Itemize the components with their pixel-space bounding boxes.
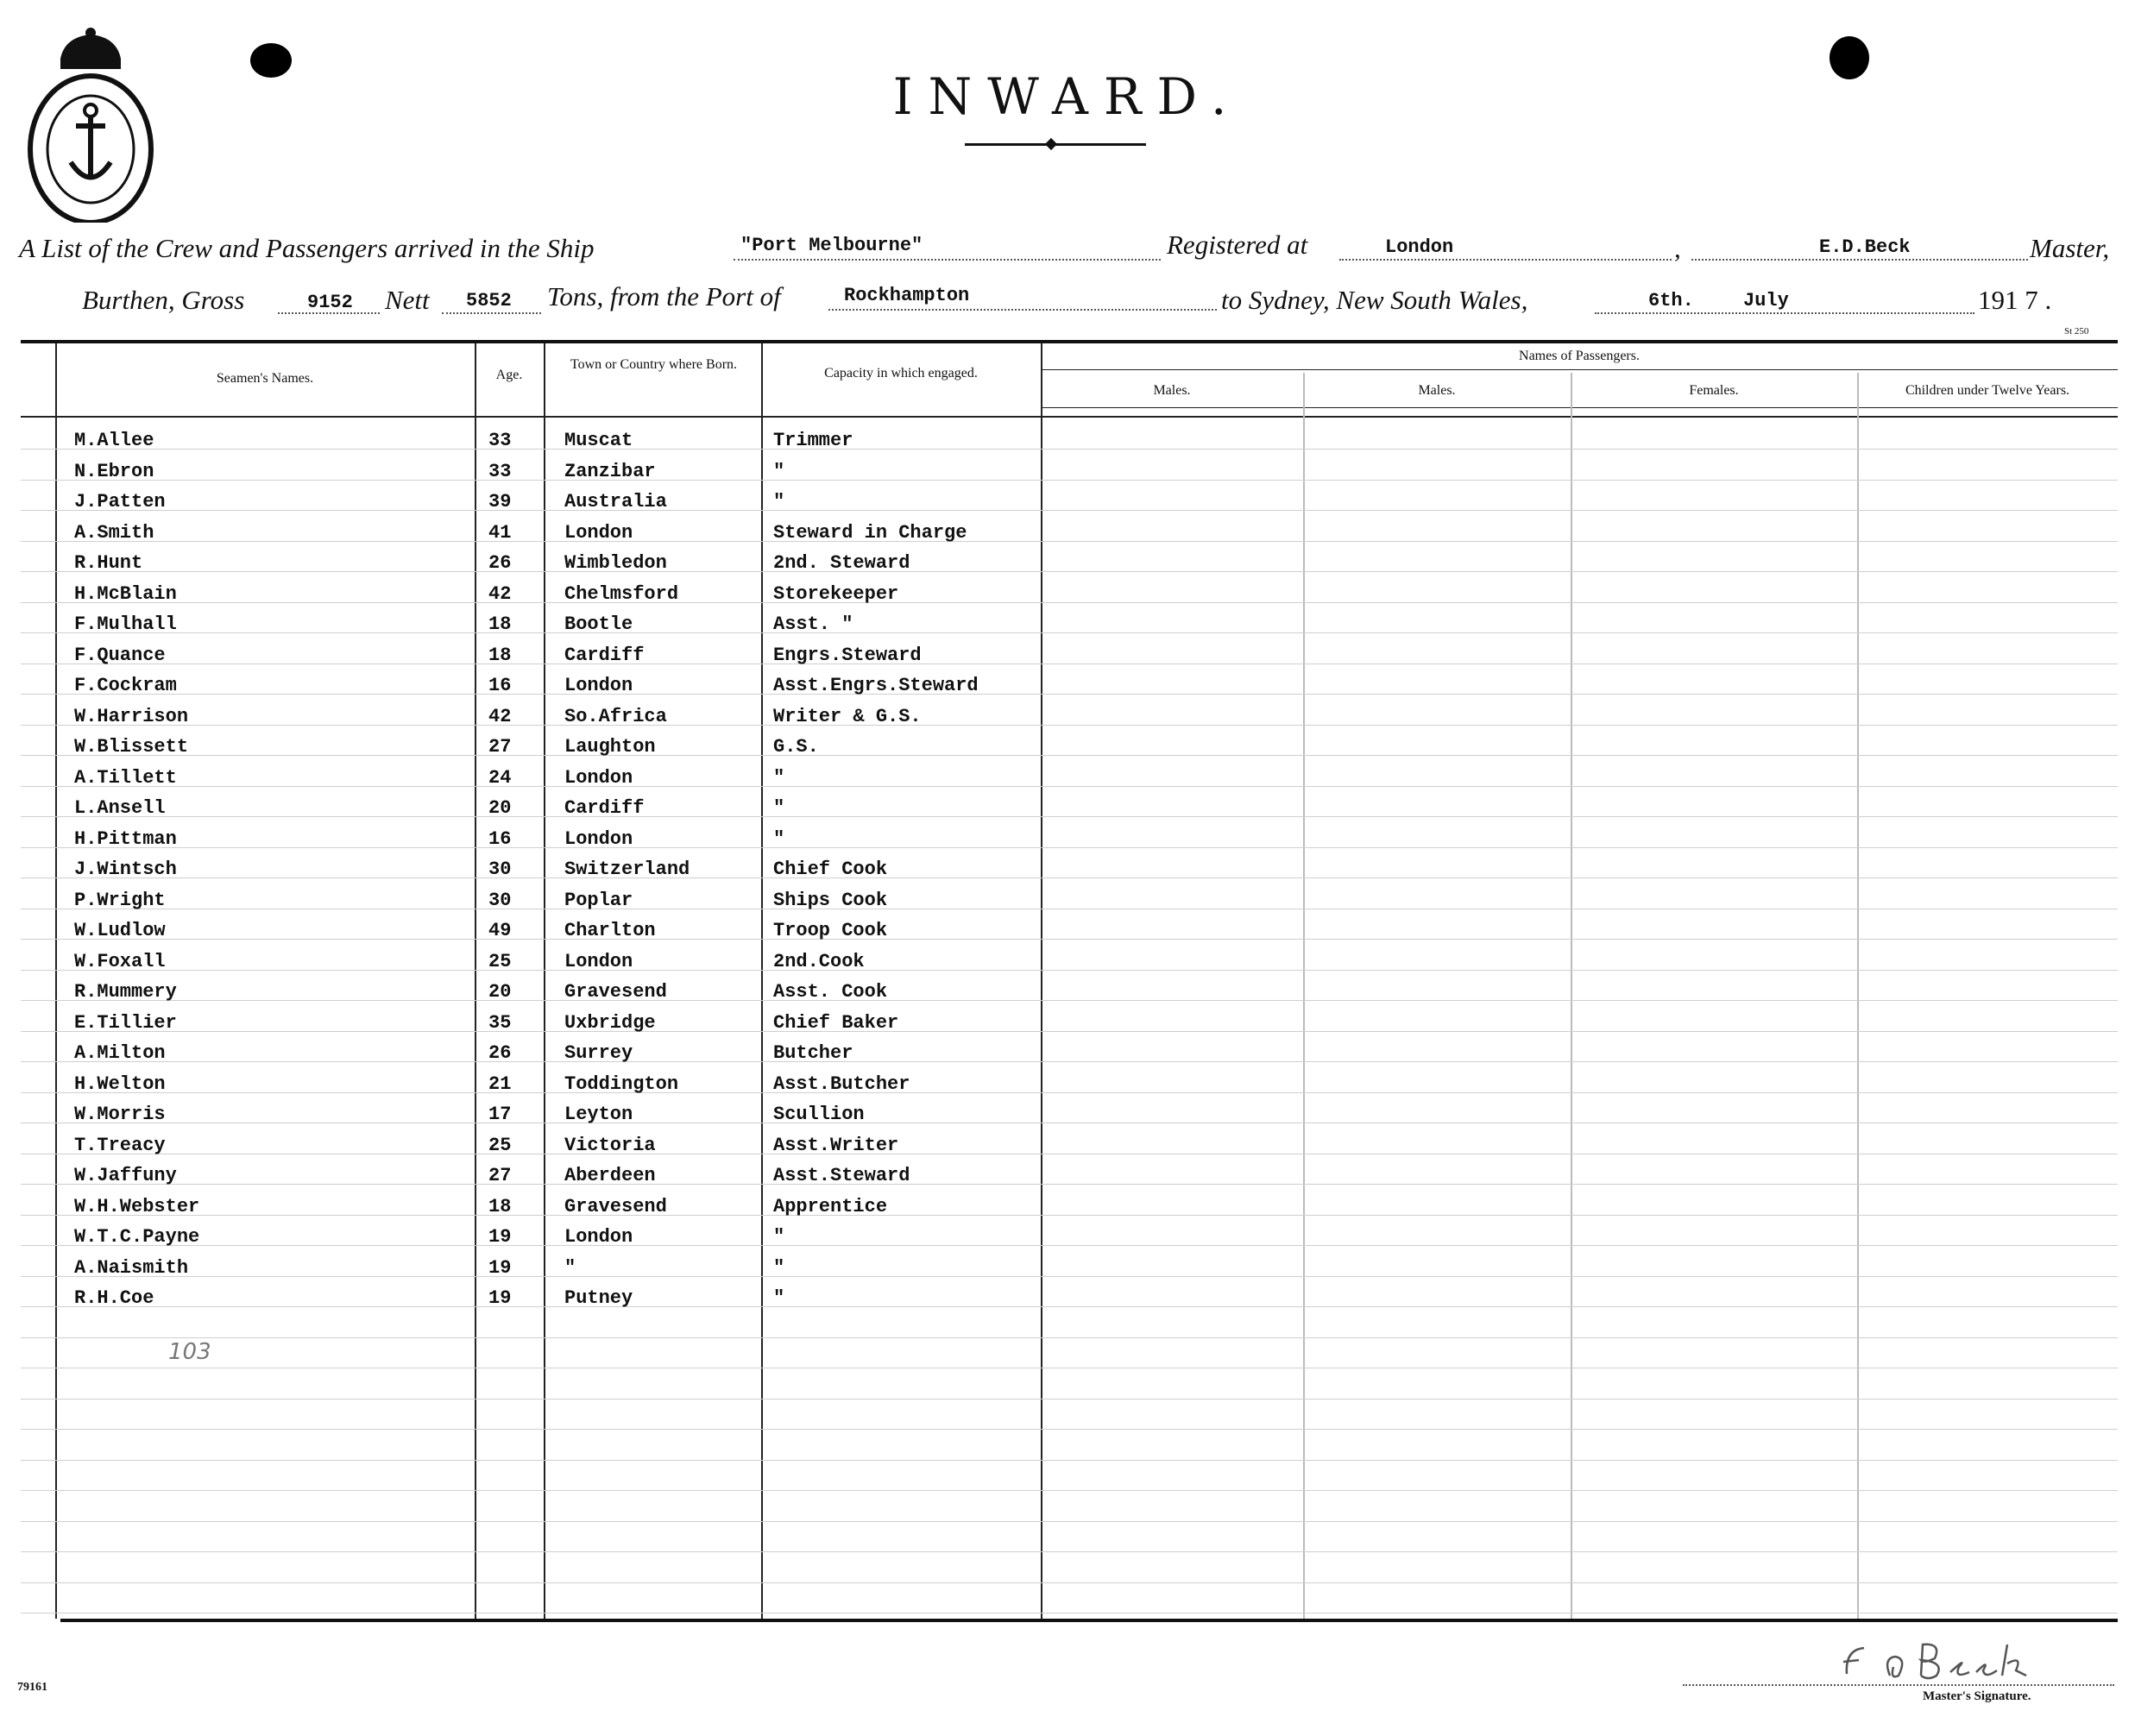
- seaman-birthplace: London: [564, 1226, 633, 1248]
- row-rule: [21, 1276, 2118, 1277]
- seaman-birthplace: Victoria: [564, 1134, 656, 1156]
- arrival-month: July: [1743, 290, 1789, 311]
- col-header-males-1: Males.: [1153, 383, 1191, 398]
- seaman-capacity: Apprentice: [773, 1195, 888, 1217]
- col-rule: [55, 343, 57, 1619]
- seaman-birthplace: Chelmsford: [564, 582, 679, 605]
- seaman-birthplace: Wimbledon: [564, 552, 667, 574]
- seaman-age: 39: [488, 491, 512, 513]
- handwritten-note: 103: [168, 1339, 211, 1365]
- seaman-birthplace: Gravesend: [564, 981, 667, 1003]
- registered-label: Registered at: [1167, 230, 1308, 260]
- row-rule: [21, 1092, 2118, 1093]
- col-header-born: Town or Country where Born.: [570, 357, 738, 372]
- row-rule: [21, 847, 2118, 848]
- col-rule: [1041, 343, 1042, 1619]
- seaman-birthplace: Putney: [564, 1287, 633, 1309]
- seaman-name: W.T.C.Payne: [74, 1226, 200, 1248]
- seaman-capacity: Asst.Steward: [773, 1165, 910, 1186]
- nett-dots: [442, 312, 541, 314]
- seaman-birthplace: Cardiff: [564, 797, 645, 819]
- seaman-name: H.Pittman: [74, 827, 177, 850]
- seaman-capacity: Asst. Cook: [773, 981, 888, 1003]
- seaman-birthplace: London: [564, 766, 633, 789]
- seaman-birthplace: Laughton: [564, 736, 656, 758]
- row-rule: [21, 449, 2118, 450]
- seaman-age: 16: [488, 827, 512, 850]
- seaman-capacity: Asst.Writer: [773, 1134, 899, 1156]
- seaman-capacity: ": [773, 797, 785, 819]
- col-rule: [475, 343, 476, 1619]
- seaman-capacity: ": [773, 766, 785, 789]
- col-header-females: Females.: [1689, 383, 1739, 398]
- seaman-name: H.Welton: [74, 1072, 166, 1095]
- seaman-name: A.Tillett: [74, 766, 177, 789]
- row-rule: [21, 632, 2118, 633]
- seaman-name: N.Ebron: [74, 460, 154, 482]
- seaman-capacity: Steward in Charge: [773, 521, 967, 544]
- seaman-capacity: Engrs.Steward: [773, 644, 922, 666]
- seaman-capacity: Trimmer: [773, 430, 853, 451]
- seaman-age: 35: [488, 1011, 512, 1034]
- seaman-age: 17: [488, 1104, 512, 1125]
- row-rule: [21, 571, 2118, 572]
- row-rule: [21, 786, 2118, 787]
- seaman-name: P.Wright: [74, 889, 166, 911]
- seaman-age: 27: [488, 736, 512, 758]
- seaman-capacity: 2nd.Cook: [773, 950, 865, 972]
- row-rule: [21, 480, 2118, 481]
- burthen-label: Burthen, Gross: [82, 285, 245, 315]
- title-ornament: [1045, 138, 1057, 150]
- seaman-name: M.Allee: [74, 430, 154, 451]
- passengers-subrule-2: [1041, 407, 2118, 408]
- seaman-name: R.Mummery: [74, 981, 177, 1003]
- row-rule: [21, 970, 2118, 971]
- row-rule: [21, 1245, 2118, 1246]
- seaman-birthplace: Surrey: [564, 1042, 633, 1064]
- row-rule: [21, 1337, 2118, 1338]
- row-rule: [21, 510, 2118, 511]
- destination-label: to Sydney, New South Wales,: [1221, 285, 1528, 315]
- seaman-name: F.Cockram: [74, 675, 177, 696]
- seaman-age: 20: [488, 797, 512, 819]
- seaman-capacity: Chief Baker: [773, 1011, 899, 1034]
- row-rule: [21, 602, 2118, 603]
- seaman-name: H.McBlain: [74, 582, 177, 605]
- seaman-birthplace: Aberdeen: [564, 1165, 656, 1186]
- seaman-capacity: Storekeeper: [773, 582, 899, 605]
- seaman-birthplace: Muscat: [564, 430, 633, 451]
- passengers-subrule: [1041, 369, 2118, 370]
- row-rule: [21, 1582, 2118, 1583]
- seaman-age: 25: [488, 1134, 512, 1156]
- seaman-capacity: ": [773, 1287, 785, 1309]
- row-rule: [21, 694, 2118, 695]
- list-intro: A List of the Crew and Passengers arrived in the Ship: [19, 233, 595, 263]
- seaman-name: E.Tillier: [74, 1011, 177, 1034]
- seaman-age: 16: [488, 675, 512, 696]
- date-dots: [1595, 312, 1974, 314]
- seaman-capacity: Scullion: [773, 1104, 865, 1125]
- row-rule: [21, 1061, 2118, 1062]
- seaman-birthplace: London: [564, 827, 633, 850]
- seaman-age: 24: [488, 766, 512, 789]
- seaman-capacity: ": [773, 1256, 785, 1279]
- seaman-capacity: Troop Cook: [773, 920, 888, 941]
- seaman-name: A.Naismith: [74, 1256, 189, 1279]
- seaman-name: W.Jaffuny: [74, 1165, 177, 1186]
- seaman-birthplace: London: [564, 950, 633, 972]
- signature-label: Master's Signature.: [1923, 1689, 2031, 1703]
- seaman-birthplace: ": [564, 1256, 576, 1279]
- ship-name: "Port Melbourne": [740, 235, 923, 256]
- seaman-name: W.Harrison: [74, 705, 189, 727]
- row-rule: [21, 541, 2118, 542]
- seaman-name: J.Wintsch: [74, 859, 177, 880]
- seaman-age: 33: [488, 460, 512, 482]
- form-code: St 250: [2064, 326, 2089, 337]
- seaman-age: 19: [488, 1226, 512, 1248]
- row-rule: [21, 939, 2118, 940]
- seaman-capacity: G.S.: [773, 736, 819, 758]
- row-rule: [21, 1521, 2118, 1522]
- tons-from-label: Tons, from the Port of: [547, 281, 781, 311]
- arrival-year: 191 7 .: [1978, 285, 2052, 315]
- col-header-age: Age.: [495, 368, 523, 382]
- seaman-name: W.H.Webster: [74, 1195, 200, 1217]
- col-rule: [1303, 373, 1305, 1619]
- seaman-name: T.Treacy: [74, 1134, 166, 1156]
- seaman-capacity: ": [773, 827, 785, 850]
- seaman-birthplace: London: [564, 521, 633, 544]
- col-header-males-2: Males.: [1418, 383, 1456, 398]
- seaman-name: W.Morris: [74, 1104, 166, 1125]
- gross-tons: 9152: [307, 292, 353, 313]
- seaman-capacity: Ships Cook: [773, 889, 888, 911]
- seaman-name: L.Ansell: [74, 797, 166, 819]
- seaman-capacity: Chief Cook: [773, 859, 888, 880]
- seaman-age: 42: [488, 705, 512, 727]
- seaman-age: 27: [488, 1165, 512, 1186]
- seaman-name: W.Foxall: [74, 950, 166, 972]
- seaman-age: 26: [488, 552, 512, 574]
- row-rule: [21, 816, 2118, 817]
- seaman-birthplace: Uxbridge: [564, 1011, 656, 1034]
- row-rule: [21, 1551, 2118, 1552]
- row-rule: [21, 1031, 2118, 1032]
- seaman-age: 18: [488, 644, 512, 666]
- header-bottom-rule: [21, 416, 2118, 418]
- seaman-birthplace: Cardiff: [564, 644, 645, 666]
- table-bottom-rule: [60, 1619, 2118, 1622]
- seaman-age: 33: [488, 430, 512, 451]
- seaman-age: 25: [488, 950, 512, 972]
- seaman-age: 20: [488, 981, 512, 1003]
- seaman-age: 49: [488, 920, 512, 941]
- seaman-birthplace: Toddington: [564, 1072, 679, 1095]
- seaman-name: W.Blissett: [74, 736, 189, 758]
- col-rule: [1857, 373, 1859, 1619]
- col-header-capacity: Capacity in which engaged.: [824, 366, 978, 381]
- seaman-age: 26: [488, 1042, 512, 1064]
- col-rule: [761, 343, 763, 1619]
- col-header-names: Seamen's Names.: [216, 371, 314, 386]
- row-rule: [21, 755, 2118, 756]
- seaman-name: A.Smith: [74, 521, 154, 544]
- nett-tons: 5852: [466, 290, 512, 311]
- seaman-birthplace: Gravesend: [564, 1195, 667, 1217]
- seaman-age: 30: [488, 859, 512, 880]
- col-header-children: Children under Twelve Years.: [1905, 383, 2070, 398]
- master-label: Master,: [2030, 233, 2110, 263]
- row-rule: [21, 725, 2118, 726]
- seaman-capacity: ": [773, 491, 785, 513]
- seaman-name: R.Hunt: [74, 552, 143, 574]
- document-title: INWARD.: [892, 67, 1243, 126]
- port-dots: [828, 309, 1217, 311]
- row-rule: [21, 1460, 2118, 1461]
- seaman-age: 30: [488, 889, 512, 911]
- row-rule: [21, 1429, 2118, 1430]
- seaman-age: 18: [488, 613, 512, 635]
- col-rule: [544, 343, 545, 1619]
- seaman-name: A.Milton: [74, 1042, 166, 1064]
- signature-line: [1683, 1684, 2114, 1686]
- seaman-capacity: Asst. ": [773, 613, 853, 635]
- seaman-age: 19: [488, 1256, 512, 1279]
- origin-port: Rockhampton: [844, 285, 970, 306]
- seaman-capacity: ": [773, 460, 785, 482]
- seaman-capacity: Butcher: [773, 1042, 853, 1064]
- seaman-birthplace: Bootle: [564, 613, 633, 635]
- row-rule: [21, 1306, 2118, 1307]
- row-rule: [21, 1215, 2118, 1216]
- seaman-birthplace: Switzerland: [564, 859, 690, 880]
- seaman-age: 19: [488, 1287, 512, 1309]
- arrival-day: 6th.: [1648, 290, 1694, 311]
- seaman-age: 41: [488, 521, 512, 544]
- table-top-rule: [21, 340, 2118, 343]
- seaman-birthplace: London: [564, 675, 633, 696]
- seaman-capacity: 2nd. Steward: [773, 552, 910, 574]
- col-rule: [1571, 373, 1572, 1619]
- seaman-name: W.Ludlow: [74, 920, 166, 941]
- seaman-birthplace: Charlton: [564, 920, 656, 941]
- master-signature: [1838, 1632, 2045, 1684]
- row-rule: [21, 877, 2118, 878]
- seaman-birthplace: Poplar: [564, 889, 633, 911]
- seaman-birthplace: So.Africa: [564, 705, 667, 727]
- registered-port: London: [1385, 236, 1454, 258]
- form-number: 79161: [17, 1681, 47, 1694]
- col-header-passengers: Names of Passengers.: [1519, 349, 1640, 363]
- seaman-age: 42: [488, 582, 512, 605]
- seaman-capacity: ": [773, 1226, 785, 1248]
- ship-dots: [734, 259, 1161, 261]
- nett-label: Nett: [385, 285, 430, 315]
- seaman-name: F.Quance: [74, 644, 166, 666]
- registered-dots: [1339, 259, 1672, 261]
- seaman-name: J.Patten: [74, 491, 166, 513]
- seaman-age: 21: [488, 1072, 512, 1095]
- row-rule: [21, 1490, 2118, 1491]
- seaman-capacity: Asst.Engrs.Steward: [773, 675, 979, 696]
- row-rule: [21, 1184, 2118, 1185]
- seaman-name: R.H.Coe: [74, 1287, 154, 1309]
- seaman-birthplace: Leyton: [564, 1104, 633, 1125]
- comma: ,: [1674, 233, 1681, 263]
- seaman-birthplace: Zanzibar: [564, 460, 656, 482]
- seaman-capacity: Writer & G.S.: [773, 705, 922, 727]
- seaman-name: F.Mulhall: [74, 613, 177, 635]
- row-rule: [21, 1000, 2118, 1001]
- master-dots: [1691, 259, 2028, 261]
- master-name: E.D.Beck: [1819, 236, 1911, 258]
- seaman-birthplace: Australia: [564, 491, 667, 513]
- seaman-capacity: Asst.Butcher: [773, 1072, 910, 1095]
- seaman-age: 18: [488, 1195, 512, 1217]
